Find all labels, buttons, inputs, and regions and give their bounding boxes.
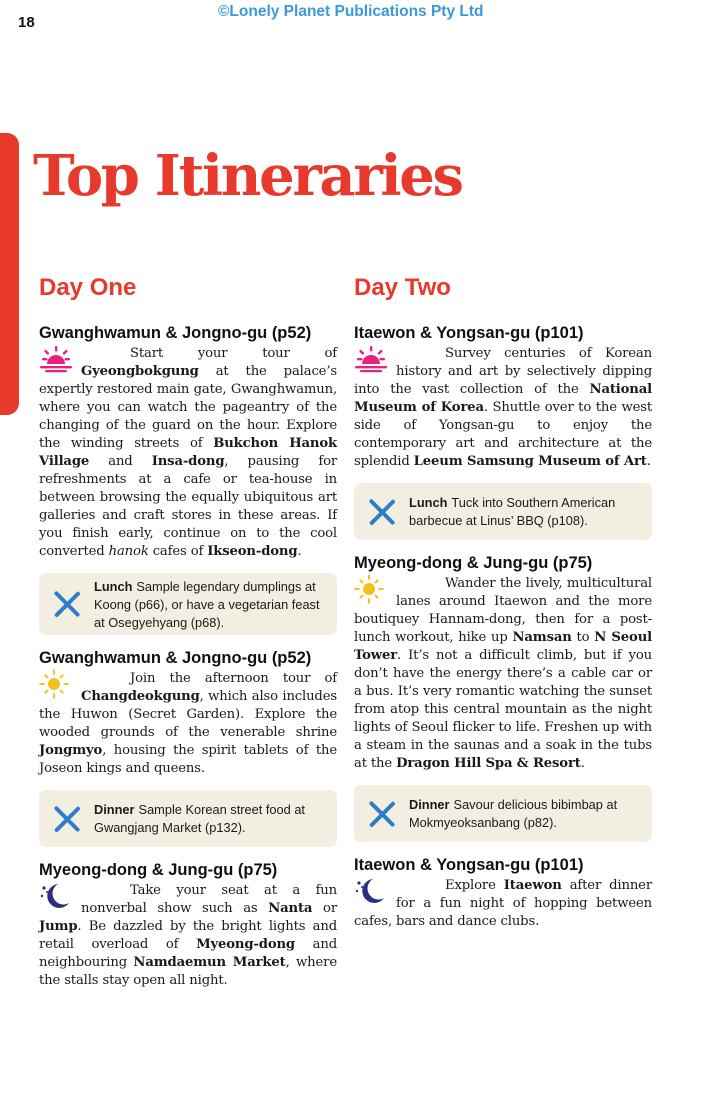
lunch-text: Lunch Tuck into Southern American barbecue at Linus’ BBQ (p108). bbox=[409, 495, 616, 528]
copyright-notice: ©Lonely Planet Publications Pty Ltd bbox=[218, 3, 484, 20]
highlight: Dragon Hill Spa & Resort bbox=[396, 756, 581, 771]
day-one-evening bbox=[39, 859, 337, 990]
day-two-morning bbox=[354, 322, 652, 471]
section-title: Itaewon & Yongsan-gu (p101) bbox=[354, 856, 584, 874]
highlight: Changdeokgung bbox=[81, 689, 200, 704]
lunch-box bbox=[354, 483, 652, 540]
highlight: Gyeongbokgung bbox=[81, 364, 199, 379]
dinner-box bbox=[354, 785, 652, 842]
day-one-morning bbox=[39, 322, 337, 561]
section-title: Itaewon & Yongsan-gu (p101) bbox=[354, 324, 584, 342]
section-body: Join the afternoon tour of Changdeokgung, which also includes the Huwon (Secret Garden). Explore the wooded grounds of the venerable shrine Jongmyo, housing the spirit tablets of the Joseon kings and queens. bbox=[39, 671, 337, 776]
highlight: Namdaemun Market bbox=[133, 955, 286, 970]
highlight: N Seoul Tower bbox=[354, 630, 652, 663]
sunrise-icon bbox=[354, 344, 388, 374]
highlight: Bukchon Hanok Village bbox=[39, 436, 337, 469]
cutlery-icon bbox=[51, 803, 83, 835]
day-one-title: Day One bbox=[39, 274, 137, 301]
day-two-title: Day Two bbox=[354, 274, 451, 301]
section-body: Start your tour of Gyeongbokgung at the palace’s expertly restored main gate, Gwanghwamun, where you can watch the pageantry of the changing of the guard on the hour. Explore the winding streets of Bukchon Hanok Village and Insa-dong, pausing for refreshments at a cafe or tea-house in between browsing the equally ubiquitous art galleries and craft stores in these areas. If you finish early, continue on to the cool converted hanok cafes of Ikseon-dong. bbox=[39, 346, 338, 559]
sunrise-icon bbox=[39, 344, 73, 374]
day-one-afternoon bbox=[39, 647, 337, 778]
section-body: Take your seat at a fun nonverbal show such as Nanta or Jump. Be dazzled by the bright lights and retail overload of Myeong-dong and neighbouring Namdaemun Market, where the stalls stay open all night. bbox=[39, 883, 337, 988]
section-body: Survey centuries of Korean history and art by selectively dipping into the vast collection of the National Museum of Korea. Shuttle over to the west side of Yongsan-gu to enjoy the contemporary art and architecture at the splendid Leeum Samsung Museum of Art. bbox=[354, 346, 653, 469]
highlight: Nanta bbox=[268, 901, 313, 916]
section-title: Gwanghwamun & Jongno-gu (p52) bbox=[39, 649, 312, 667]
lunch-text: Lunch Sample legendary dumplings at Koong (p66), or have a vegetarian feast at Osegyehyang (p68). bbox=[94, 579, 320, 630]
meal-label: Dinner bbox=[409, 797, 450, 812]
meal-label: Dinner bbox=[94, 802, 135, 817]
day-two-afternoon bbox=[354, 552, 652, 773]
highlight: Insa-dong bbox=[151, 454, 225, 469]
highlight: Leeum Samsung Museum of Art bbox=[413, 454, 647, 469]
section-title: Gwanghwamun & Jongno-gu (p52) bbox=[39, 324, 312, 342]
sun-icon bbox=[354, 574, 388, 604]
section-body: Explore Itaewon after dinner for a fun night of hopping between cafes, bars and dance clubs. bbox=[354, 878, 652, 929]
italic-term: hanok bbox=[108, 544, 149, 559]
highlight: Itaewon bbox=[503, 878, 562, 893]
highlight: National Museum of Korea bbox=[354, 382, 652, 415]
highlight: Jongmyo bbox=[39, 743, 103, 758]
section-title: Myeong-dong & Jung-gu (p75) bbox=[39, 861, 278, 879]
highlight: Namsan bbox=[512, 630, 572, 645]
section-body: Wander the lively, multicultural lanes around Itaewon and the more boutiquey Hannam-dong, then for a post-lunch workout, hike up Namsan to N Seoul Tower. It’s not a difficult climb, but if you don’t have the energy there’s a cable car or a bus. It’s very romantic watching the sunset from atop this central mountain as the night lights of Seoul flicker to life. Freshen up with a steam in the saunas and a soak in the tubs at the Dragon Hill Spa & Resort. bbox=[354, 576, 652, 771]
lunch-box bbox=[39, 573, 337, 635]
dinner-text: Dinner Savour delicious bibimbap at Mokmyeoksanbang (p82). bbox=[409, 797, 618, 830]
day-two-column bbox=[354, 272, 652, 940]
page-number: 18 bbox=[18, 14, 35, 31]
cutlery-icon bbox=[366, 496, 398, 528]
highlight: Myeong-dong bbox=[196, 937, 295, 952]
cutlery-icon bbox=[51, 588, 83, 620]
highlight: Ikseon-dong bbox=[207, 544, 298, 559]
day-two-evening bbox=[354, 854, 652, 931]
meal-label: Lunch bbox=[409, 495, 448, 510]
page-title: Top Itineraries bbox=[33, 143, 462, 209]
highlight: Jump bbox=[39, 919, 78, 934]
meal-label: Lunch bbox=[94, 579, 133, 594]
dinner-box bbox=[39, 790, 337, 847]
section-title: Myeong-dong & Jung-gu (p75) bbox=[354, 554, 593, 572]
moon-icon bbox=[39, 881, 73, 911]
dinner-text: Dinner Sample Korean street food at Gwangjang Market (p132). bbox=[94, 802, 305, 835]
chapter-tab bbox=[0, 133, 19, 415]
sun-icon bbox=[39, 669, 73, 699]
day-one-column bbox=[39, 272, 337, 999]
moon-icon bbox=[354, 876, 388, 906]
cutlery-icon bbox=[366, 798, 398, 830]
